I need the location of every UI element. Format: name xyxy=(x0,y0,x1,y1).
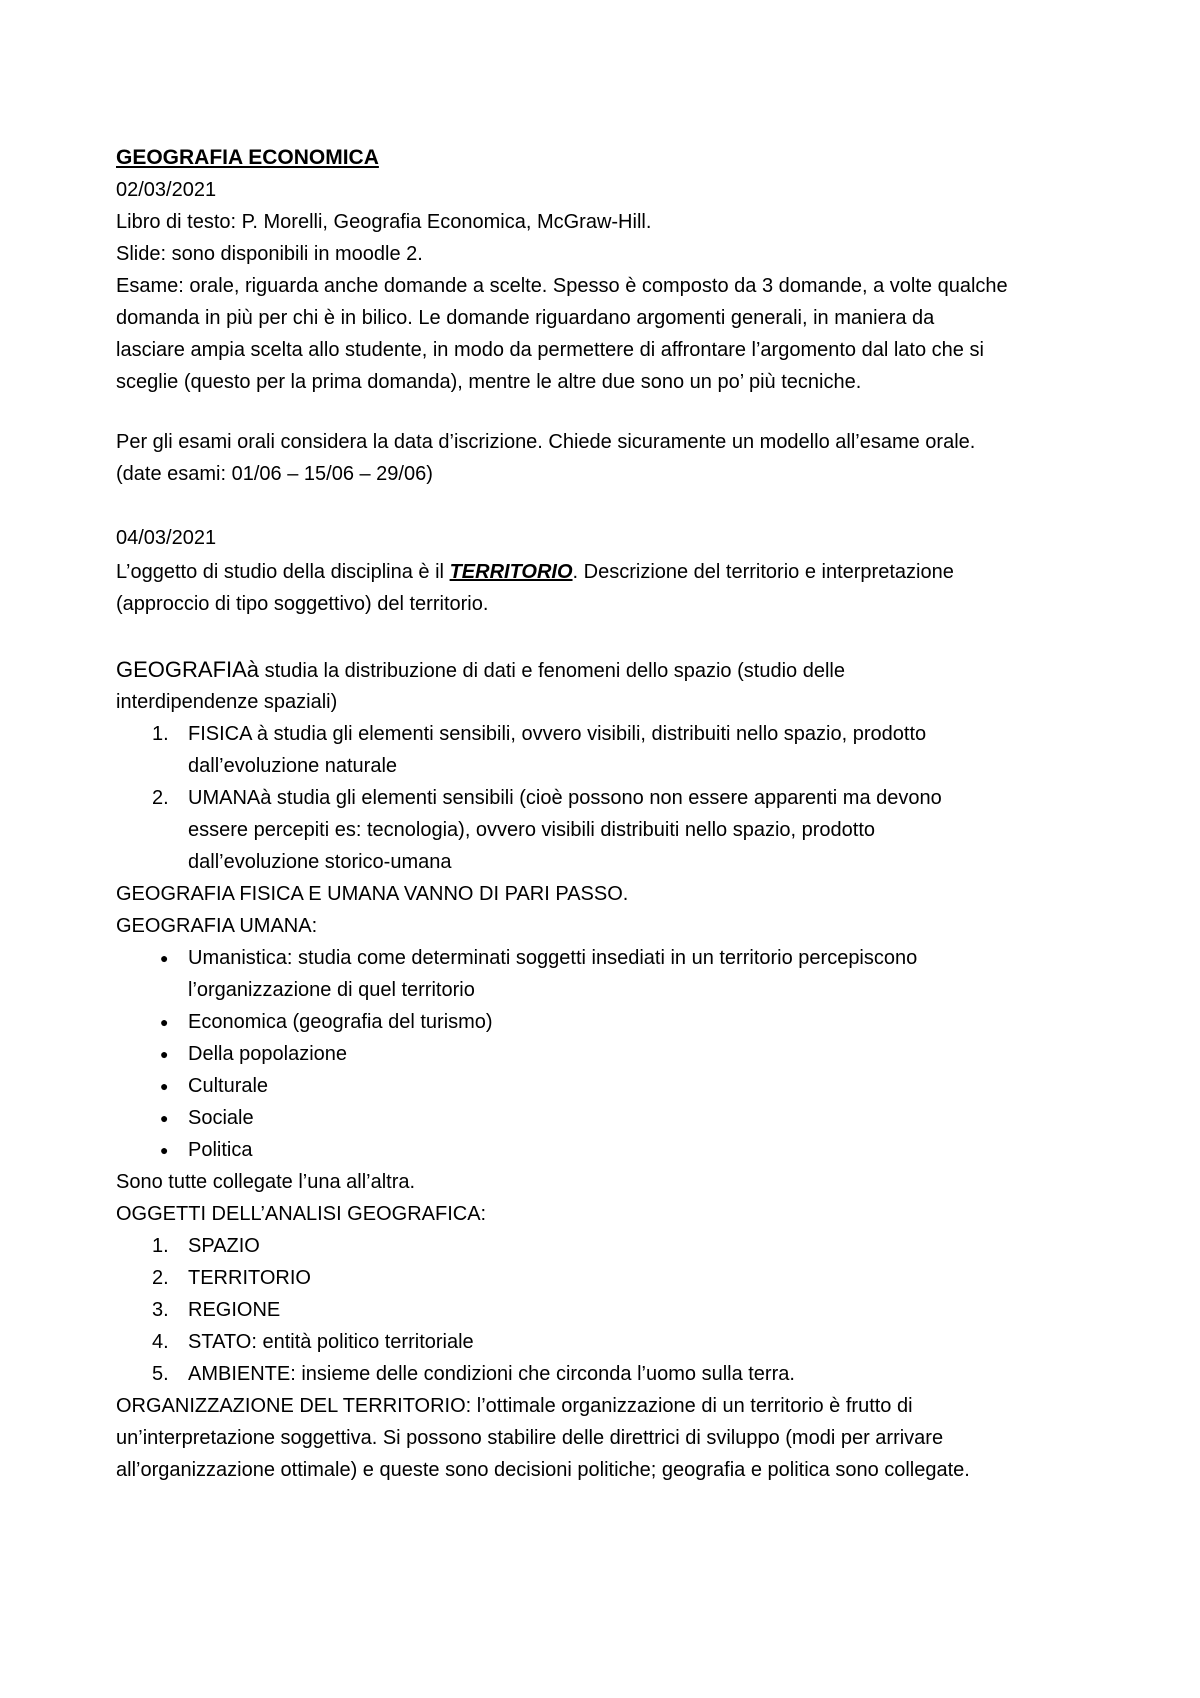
textbook-line: Libro di testo: P. Morelli, Geografia Economica, McGraw-Hill. xyxy=(116,211,652,233)
list-item: AMBIENTE: insieme delle condizioni che circonda l’uomo sulla terra. xyxy=(188,1363,795,1385)
exam-dates: (date esami: 01/06 – 15/06 – 29/06) xyxy=(116,463,433,485)
bullet-icon: ● xyxy=(160,1142,169,1158)
oggetti-heading: OGGETTI DELL’ANALISI GEOGRAFICA: xyxy=(116,1203,487,1225)
exam-line: lasciare ampia scelta allo studente, in modo da permettere di affrontare l’argomento dal lato che si xyxy=(116,339,984,361)
object-pre: L’oggetto di studio della disciplina è il xyxy=(116,561,450,583)
list-number: 2. xyxy=(152,787,169,809)
collegate-line: Sono tutte collegate l’una all’altra. xyxy=(116,1171,416,1193)
geografia-rest: studia la distribuzione di dati e fenomeni dello spazio (studio delle xyxy=(259,660,845,682)
exam-line: sceglie (questo per la prima domanda), mentre le altre due sono un po’ più tecniche. xyxy=(116,371,862,393)
page-title: GEOGRAFIA ECONOMICA xyxy=(116,146,379,169)
object-line-2: (approccio di tipo soggettivo) del territorio. xyxy=(116,593,489,615)
list-item: Economica (geografia del turismo) xyxy=(188,1011,493,1033)
exam-line: Esame: orale, riguarda anche domande a scelte. Spesso è composto da 3 domande, a volte qualche xyxy=(116,275,1008,297)
list-item-cont: dall’evoluzione naturale xyxy=(188,755,398,777)
bullet-icon: ● xyxy=(160,1014,169,1030)
slide-line: Slide: sono disponibili in moodle 2. xyxy=(116,243,423,265)
list-number: 1. xyxy=(152,723,169,745)
pari-passo-line: GEOGRAFIA FISICA E UMANA VANNO DI PARI PASSO. xyxy=(116,883,629,905)
list-item: Culturale xyxy=(188,1075,269,1097)
list-number: 2. xyxy=(152,1267,169,1289)
territorio-term: TERRITORIO xyxy=(449,561,573,583)
organizzazione-line: ORGANIZZAZIONE DEL TERRITORIO: l’ottimale organizzazione di un territorio è frutto di xyxy=(116,1395,913,1417)
organizzazione-line: all’organizzazione ottimale) e queste sono decisioni politiche; geografia e politica sono collegate. xyxy=(116,1459,970,1481)
bullet-icon: ● xyxy=(160,950,169,966)
list-item: Umanistica: studia come determinati soggetti insediati in un territorio percepiscono xyxy=(188,947,918,969)
list-item: TERRITORIO xyxy=(188,1267,311,1289)
list-item-cont: l’organizzazione di quel territorio xyxy=(188,979,475,1001)
list-item-cont: dall’evoluzione storico-umana xyxy=(188,851,452,873)
list-item: FISICA à studia gli elementi sensibili, ovvero visibili, distribuiti nello spazio, prodotto xyxy=(188,723,927,745)
list-item: REGIONE xyxy=(188,1299,281,1321)
list-item: Sociale xyxy=(188,1107,254,1129)
list-item: UMANAà studia gli elementi sensibili (cioè possono non essere apparenti ma devono xyxy=(188,787,942,809)
oral-exam-note: Per gli esami orali considera la data d’iscrizione. Chiede sicuramente un modello all’esame orale. xyxy=(116,431,976,453)
list-item: Della popolazione xyxy=(188,1043,348,1065)
geografia-head: GEOGRAFIAà xyxy=(116,657,260,682)
geografia-line-2: interdipendenze spaziali) xyxy=(116,691,338,713)
list-number: 1. xyxy=(152,1235,169,1257)
list-item: SPAZIO xyxy=(188,1235,260,1257)
list-number: 4. xyxy=(152,1331,169,1353)
list-item: STATO: entità politico territoriale xyxy=(188,1331,474,1353)
object-line xyxy=(116,560,954,584)
list-number: 3. xyxy=(152,1299,169,1321)
list-number: 5. xyxy=(152,1363,169,1385)
list-item: Politica xyxy=(188,1139,253,1161)
geografia-definition xyxy=(116,658,845,683)
object-post: . Descrizione del territorio e interpretazione xyxy=(572,561,954,583)
umana-heading: GEOGRAFIA UMANA: xyxy=(116,915,318,937)
bullet-icon: ● xyxy=(160,1046,169,1062)
exam-line: domanda in più per chi è in bilico. Le domande riguardano argomenti generali, in maniera da xyxy=(116,307,935,329)
organizzazione-line: un’interpretazione soggettiva. Si possono stabilire delle direttrici di sviluppo (modi per arrivare xyxy=(116,1427,944,1449)
date-1: 02/03/2021 xyxy=(116,179,217,201)
list-item-cont: essere percepiti es: tecnologia), ovvero visibili distribuiti nello spazio, prodotto xyxy=(188,819,876,841)
bullet-icon: ● xyxy=(160,1110,169,1126)
bullet-icon: ● xyxy=(160,1078,169,1094)
date-2: 04/03/2021 xyxy=(116,527,217,549)
